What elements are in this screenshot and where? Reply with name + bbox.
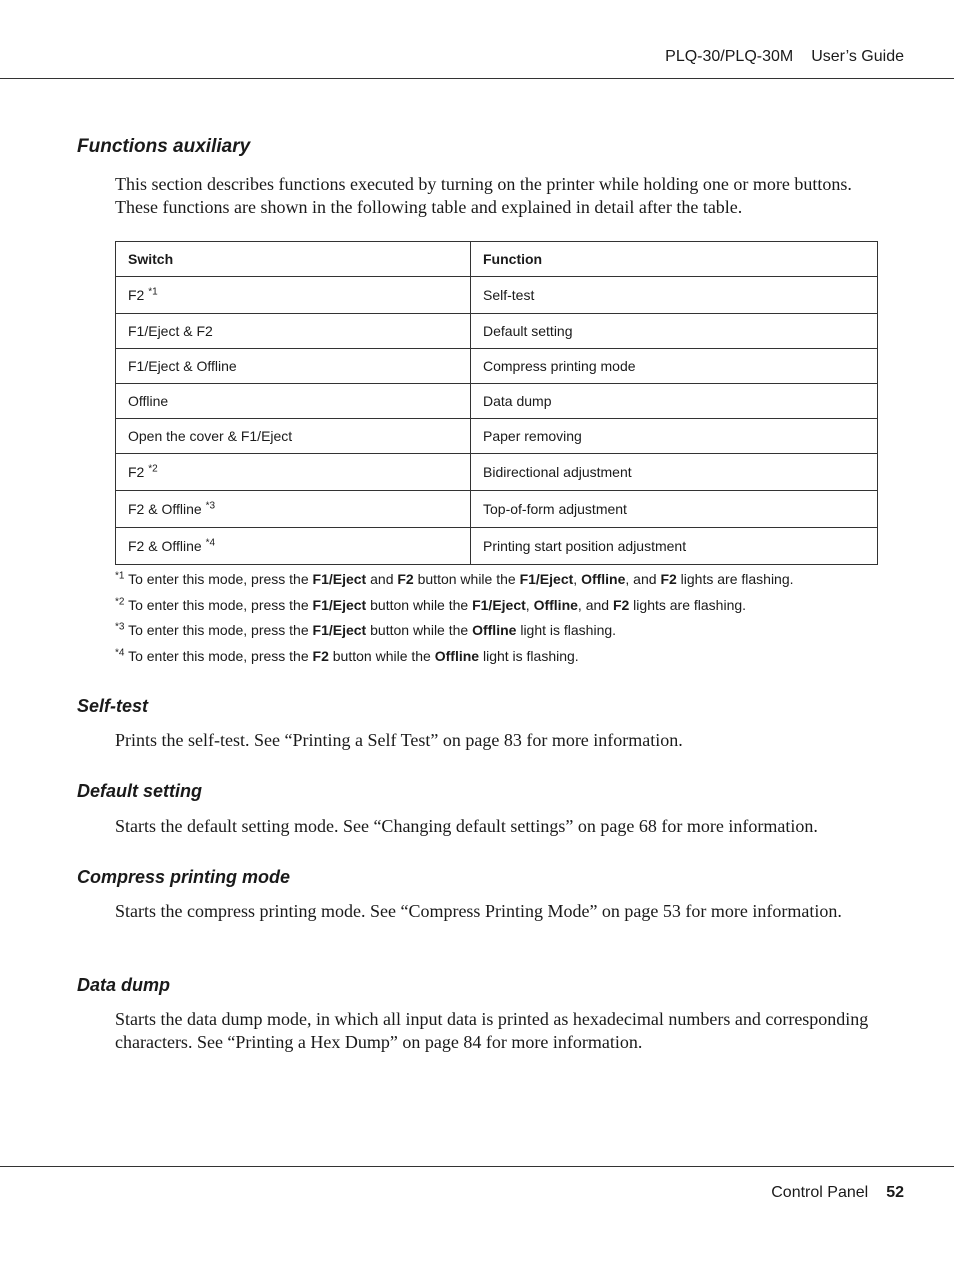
header-switch: Switch (116, 242, 471, 277)
switch-cell: Offline (116, 384, 471, 419)
subheading-compress-printing: Compress printing mode (77, 867, 291, 887)
footnote-1: $^{*1}$ To enter this mode, press the F1/Eject and F2 button while the F1/Eject, Offline, and F2 lights are flashing. (115, 570, 794, 587)
table-row (116, 314, 878, 349)
header-function: Function (471, 242, 878, 277)
chapter-name: Control Panel (771, 1184, 869, 1201)
table-row (116, 454, 878, 491)
paragraph-default-setting: Starts the default setting mode. See “Changing default settings” on page 68 for more information. (115, 816, 818, 836)
page-number: 52 (886, 1184, 904, 1201)
footnote-ref: *1 (148, 286, 158, 298)
paragraph-self-test: Prints the self-test. See “Printing a Self Test” on page 83 for more information. (115, 730, 683, 750)
header-rule (0, 78, 954, 79)
subheading-self-test: Self-test (77, 696, 149, 716)
function-cell: Bidirectional adjustment (471, 454, 878, 491)
table-row (116, 277, 878, 314)
function-cell: Printing start position adjustment (471, 528, 878, 565)
switch-cell: Open the cover & F1/Eject (116, 419, 471, 454)
product-name: PLQ-30/PLQ-30M (665, 48, 794, 65)
table-row (116, 528, 878, 565)
footnote-4: $^{*4}$ To enter this mode, press the F2 button while the Offline light is flashing. (115, 647, 579, 664)
footnote-2: $^{*2}$ To enter this mode, press the F1/Eject button while the F1/Eject, Offline, and F2 lights are flashing. (115, 595, 747, 613)
function-cell: Self-test (471, 277, 878, 314)
switch-cell: F2 & Offline $^{*4}$ (116, 528, 471, 565)
function-cell: Paper removing (471, 419, 878, 454)
switch-cell: F2 & Offline $^{*3}$ (116, 491, 471, 528)
footer-rule (0, 1166, 954, 1167)
guide-name: User’s Guide (811, 48, 904, 65)
switch-cell: F1/Eject & Offline (116, 349, 471, 384)
table-row (116, 491, 878, 528)
function-cell: Data dump (471, 384, 878, 419)
paragraph-compress-printing: Starts the compress printing mode. See “Compress Printing Mode” on page 53 for more information. (115, 901, 842, 921)
table-row (116, 419, 878, 454)
paragraph-data-dump: Starts the data dump mode, in which all input data is printed as hexadecimal numbers and corresponding characters. See “Printing a Hex Dump” on page 84 for more information. (115, 1009, 869, 1052)
switch-cell: F2 $^{*2}$ (116, 454, 471, 491)
page-header (665, 48, 904, 66)
subheading-data-dump: Data dump (77, 975, 171, 995)
function-cell: Compress printing mode (471, 349, 878, 384)
footnote-ref: *3 (205, 500, 216, 512)
table-row (116, 349, 878, 384)
switch-cell: F1/Eject & F2 (116, 314, 471, 349)
table-header-row (116, 242, 878, 277)
function-cell: Default setting (471, 314, 878, 349)
switch-cell: F2 $^{*1}$ (116, 277, 471, 314)
footnote-ref: *2 (148, 463, 158, 475)
function-cell: Top-of-form adjustment (471, 491, 878, 528)
section-intro: This section describes functions executed by turning on the printer while holding one or more buttons. These functions are shown in the following table and explained in detail after the table. (115, 174, 852, 217)
footnote-3: $^{*3}$ To enter this mode, press the F1/Eject button while the Offline light is flashing. (115, 621, 617, 639)
footnotes (115, 568, 794, 670)
footnote-ref: *4 (205, 537, 216, 549)
subheading-default-setting: Default setting (77, 781, 203, 801)
page-footer (771, 1184, 904, 1202)
functions-table (115, 241, 878, 565)
section-title: Functions auxiliary (77, 136, 251, 157)
table-row (116, 384, 878, 419)
